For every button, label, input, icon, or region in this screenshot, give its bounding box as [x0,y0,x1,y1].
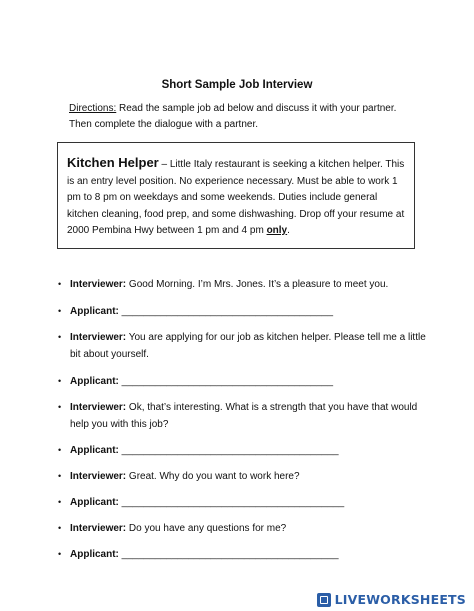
dialogue-line: Good Morning. I’m Mrs. Jones. It’s a pleasure to meet you. [126,279,389,290]
page-title: Short Sample Job Interview [161,79,313,91]
dialogue-answer-blank[interactable]: _______________________________________ [118,445,339,456]
job-ad-text-end: . [287,225,290,236]
bullet-icon: • [58,549,62,559]
dialogue-speaker: Interviewer: [70,402,127,413]
directions-label: Directions: [69,103,117,114]
bullet-icon: • [58,279,62,289]
liveworksheets-logo-text: LIVEWORKSHEETS [334,592,466,607]
dialogue-line: Great. Why do you want to work here? [126,471,300,482]
bullet-icon: • [58,445,62,455]
job-ad-text: – Little Italy restaurant is seeking a kitchen helper. This is an entry level position. No experience necessary. Must be able to work 1 pm to 8 pm on weekdays and some weekends. Duties include general kitchen cleaning, food prep, and some dishwashing. Drop off your resume at 2000 Pembina Hwy between 1 pm and 4 pm [67,159,405,236]
bullet-icon: • [58,523,62,533]
bullet-icon: • [58,497,62,507]
bullet-icon: • [58,376,62,386]
dialogue-line: Ok, that’s interesting. What is a strength that you have that would help you with this job? [70,402,418,430]
dialogue-line: You are applying for our job as kitchen helper. Please tell me a little bit about yourself. [70,332,426,360]
dialogue-answer-blank[interactable]: ________________________________________ [118,497,345,508]
bullet-icon: • [58,402,62,412]
dialogue-speaker: Applicant: [70,445,119,456]
dialogue-speaker: Applicant: [70,497,119,508]
directions [69,101,419,133]
dialogue-speaker: Applicant: [70,376,119,387]
directions-text: Read the sample job ad below and discuss it with your partner. Then complete the dialogue with a partner. [69,103,397,130]
bullet-icon: • [58,306,62,316]
dialogue-speaker: Applicant: [70,549,119,560]
dialogue-speaker: Interviewer: [70,523,127,534]
job-ad-emphasis: only [266,225,288,236]
dialogue-line: Do you have any questions for me? [126,523,287,534]
bullet-icon: • [58,471,62,481]
dialogue-speaker: Applicant: [70,306,119,317]
job-ad-box [57,142,415,249]
job-ad-heading: Kitchen Helper [67,155,159,170]
liveworksheets-logo[interactable] [317,592,466,607]
dialogue-answer-blank[interactable]: _______________________________________ [118,549,339,560]
dialogue-answer-blank[interactable]: ______________________________________ [118,306,334,317]
dialogue-speaker: Interviewer: [70,471,127,482]
bullet-icon: • [58,332,62,342]
dialogue-answer-blank[interactable]: ______________________________________ [118,376,334,387]
liveworksheets-logo-icon [317,593,331,607]
dialogue-speaker: Interviewer: [70,279,127,290]
dialogue-speaker: Interviewer: [70,332,127,343]
